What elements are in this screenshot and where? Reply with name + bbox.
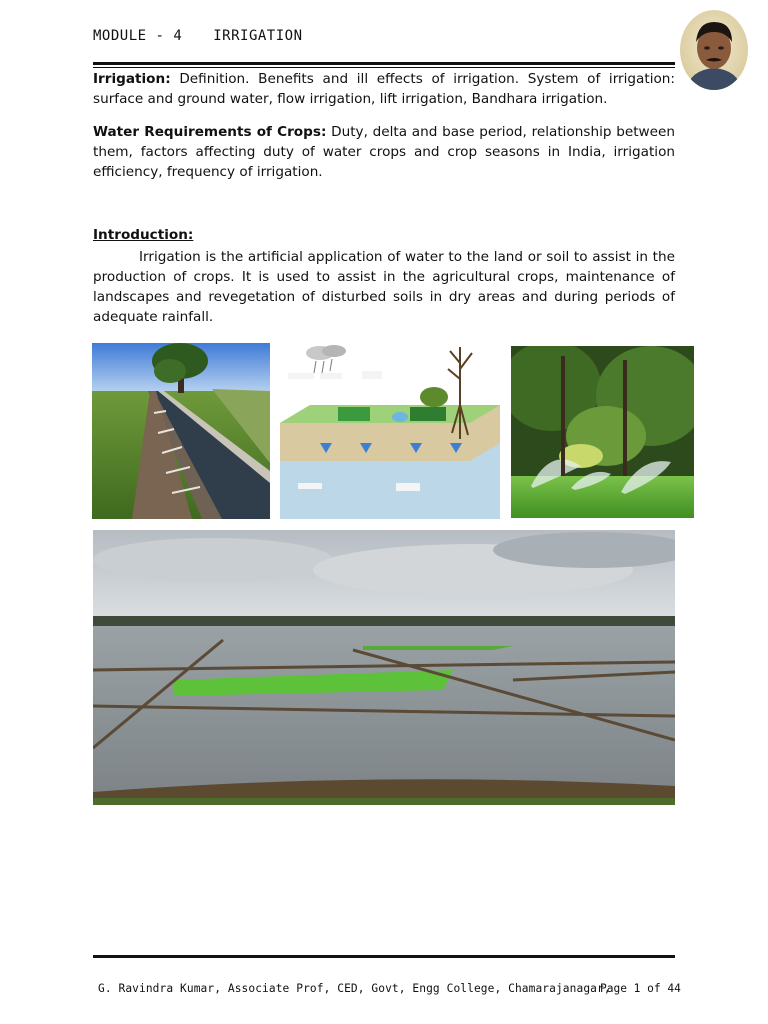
header-rule-thin — [93, 67, 675, 68]
syllabus-water-requirements — [93, 122, 675, 182]
syllabus-water-text: Duty, delta and base period, relationship between them, factors affecting duty of water crops and crop seasons in India, irrigation efficiency, frequency of irrigation. — [93, 124, 675, 180]
sprinkler-irrigation-photo — [511, 346, 694, 518]
syllabus-irrigation-label: Irrigation: — [93, 71, 171, 87]
introduction-paragraph — [93, 247, 675, 327]
footer-author: G. Ravindra Kumar, Associate Prof, CED, Govt, Engg College, Chamarajanagar, — [98, 982, 611, 995]
introduction-body: Irrigation is the artificial application of water to the land or soil to assist in the production of crops. It is used to assist in the agricultural crops, maintenance of landscapes and revegetation of disturbed soils in dry areas and during periods of adequate rainfall. — [93, 249, 675, 325]
page-number: Page 1 of 44 — [600, 982, 681, 995]
author-avatar — [680, 10, 748, 90]
footer-rule — [93, 955, 675, 958]
introduction-heading: Introduction: — [93, 227, 194, 243]
paddy-field-photo — [93, 530, 675, 805]
syllabus-irrigation — [93, 69, 675, 109]
header-rule — [93, 62, 675, 65]
syllabus-irrigation-text: Definition. Benefits and ill effects of irrigation. System of irrigation: surface and ground water, flow irrigation, lift irrigation, Bandhara irrigation. — [93, 71, 676, 107]
canal-irrigation-photo — [92, 343, 270, 519]
module-number: MODULE - 4 — [93, 28, 183, 44]
module-topic: IRRIGATION — [213, 28, 303, 44]
syllabus-water-label: Water Requirements of Crops: — [93, 124, 327, 140]
page-header — [93, 28, 303, 44]
irrigation-diagram — [280, 343, 500, 519]
